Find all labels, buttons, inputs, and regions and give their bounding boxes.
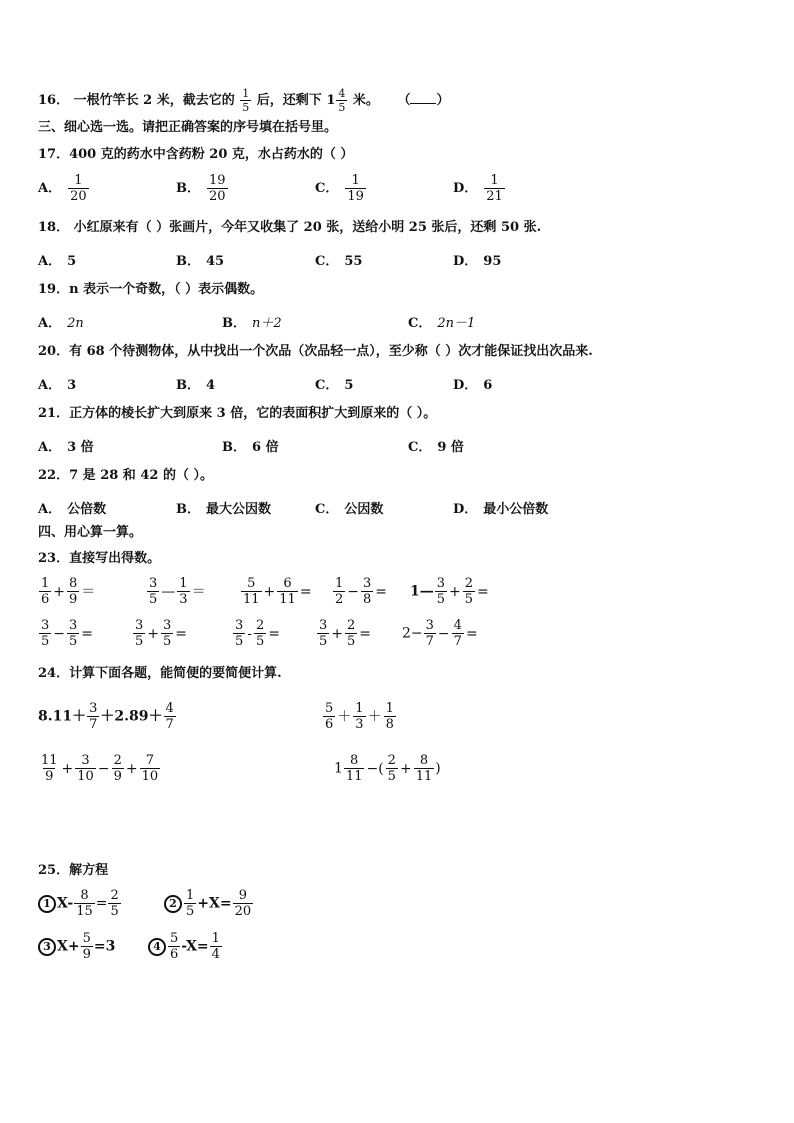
circled-number: 4 <box>148 938 166 956</box>
fraction: $\frac{1}{5}$ <box>242 87 250 114</box>
option-18-c[interactable]: C． 55 <box>315 254 363 269</box>
circled-number: 3 <box>38 938 56 956</box>
option-20-c[interactable]: C． 5 <box>315 378 354 393</box>
answer-blank[interactable] <box>410 91 436 104</box>
option-22-b[interactable]: B． 最大公因数 <box>176 502 272 517</box>
fraction: $\frac{4}{5}$ <box>338 87 346 114</box>
equation-25-2: 2 $\frac{1}{5}$ +X= $\frac{9}{20}$ <box>164 889 254 918</box>
mixed-whole: 1 <box>326 93 336 108</box>
question-17: 17．400 克的药水中含药粉 20 克，水占药水的（ ） <box>38 147 354 162</box>
option-19-b[interactable]: B． n＋2 <box>222 316 282 331</box>
question-20: 20．有 68 个待测物体，从中找出一个次品（次品轻一点），至少称（ ）次才能保证找出次品来. <box>38 344 593 359</box>
expression-23-9: $\frac{3}{5}$ + $\frac{2}{5}$ = <box>319 618 372 649</box>
option-17-a[interactable]: A． $\frac{1}{20}$ <box>38 173 87 204</box>
expression-24-2: $\frac{5}{6}$ ＋ $\frac{1}{3}$ ＋ $\frac{1}{8}$ <box>325 701 394 732</box>
equation-25-3: 3 X+ $\frac{5}{9}$ =3 <box>38 932 115 961</box>
expression-23-5: 1— $\frac{3}{5}$ + $\frac{2}{5}$ = <box>410 576 489 607</box>
option-22-a[interactable]: A． 公倍数 <box>38 502 107 517</box>
expression-23-3: $\frac{5}{11}$ + $\frac{6}{11}$ = <box>243 576 312 607</box>
option-21-b[interactable]: B． 6 倍 <box>222 440 279 455</box>
option-17-b[interactable]: B． $\frac{19}{20}$ <box>176 173 226 204</box>
question-text: 米。 <box>352 93 379 108</box>
question-19: 19．n 表示一个奇数，（ ）表示偶数。 <box>38 282 264 297</box>
question-18: 18． 小红原来有（ ）张画片，今年又收集了 20 张，送给小明 25 张后，还剩 50 张. <box>38 220 542 235</box>
option-17-d[interactable]: D． $\frac{1}{21}$ <box>453 173 503 204</box>
expression-23-1: $\frac{1}{6}$ + $\frac{8}{9}$ ＝ <box>41 576 96 607</box>
expression-23-2: $\frac{3}{5}$ — $\frac{1}{3}$ ＝ <box>149 576 206 607</box>
option-20-a[interactable]: A． 3 <box>38 378 77 393</box>
expression-24-4: 1 $\frac{8}{11}$ −( $\frac{2}{5}$ + $\frac{8}{11}$ ) <box>334 753 441 784</box>
option-17-c[interactable]: C． $\frac{1}{19}$ <box>315 173 364 204</box>
question-number: 16． <box>38 93 70 108</box>
option-21-a[interactable]: A． 3 倍 <box>38 440 94 455</box>
circled-number: 2 <box>164 895 182 913</box>
expression-23-4: $\frac{1}{2}$ − $\frac{3}{8}$ = <box>335 576 388 607</box>
equation-25-1: 1 X- $\frac{8}{15}$ = $\frac{2}{5}$ <box>38 889 122 918</box>
expression-23-7: $\frac{3}{5}$ + $\frac{3}{5}$ = <box>135 618 188 649</box>
option-18-b[interactable]: B． 45 <box>176 254 225 269</box>
option-21-c[interactable]: C． 9 倍 <box>408 440 464 455</box>
question-16 <box>38 88 450 113</box>
answer-paren-open: （ <box>397 93 411 108</box>
fraction: $\frac{1}{21}$ <box>486 173 503 204</box>
option-19-a[interactable]: A． 2n <box>38 316 84 331</box>
question-text: 后，还剩下 <box>256 93 322 108</box>
expression-23-6: $\frac{3}{5}$ − $\frac{3}{5}$ = <box>41 618 94 649</box>
section-4-heading: 四、用心算一算。 <box>38 525 143 540</box>
option-22-d[interactable]: D． 最小公倍数 <box>453 502 549 517</box>
circled-number: 1 <box>38 895 56 913</box>
section-3-heading: 三、细心选一选。请把正确答案的序号填在括号里。 <box>38 120 338 135</box>
expression-23-8: $\frac{3}{5}$ - $\frac{2}{5}$ = <box>235 618 281 649</box>
option-18-a[interactable]: A． 5 <box>38 254 77 269</box>
question-21: 21．正方体的棱长扩大到原来 3 倍，它的表面积扩大到原来的（ ）。 <box>38 406 437 421</box>
option-22-c[interactable]: C． 公因数 <box>315 502 384 517</box>
expression-24-1: 8.11＋ $\frac{3}{7}$ ＋2.89＋ $\frac{4}{7}$ <box>38 701 174 732</box>
question-23: 23．直接写出得数。 <box>38 551 161 566</box>
question-text: 一根竹竿长 2 米，截去它的 <box>73 93 235 108</box>
fraction: $\frac{19}{20}$ <box>209 173 226 204</box>
option-19-c[interactable]: C． 2n－1 <box>408 316 476 331</box>
option-20-b[interactable]: B． 4 <box>176 378 216 393</box>
expression-24-3: $\frac{11}{9}$ + $\frac{3}{10}$ − $\frac{2}{9}$ + $\frac{7}{10}$ <box>41 753 159 784</box>
question-24: 24．计算下面各题，能简便的要简便计算. <box>38 666 282 681</box>
answer-paren-close: ） <box>436 93 450 108</box>
question-25: 25．解方程 <box>38 863 109 878</box>
fraction: $\frac{1}{19}$ <box>347 173 364 204</box>
option-20-d[interactable]: D． 6 <box>453 378 493 393</box>
equation-25-4: 4 $\frac{5}{6}$ -X= $\frac{1}{4}$ <box>148 932 223 961</box>
expression-23-10: 2− $\frac{3}{7}$ − $\frac{4}{7}$ = <box>402 618 478 649</box>
question-22: 22．7 是 28 和 42 的（ ）。 <box>38 468 213 483</box>
fraction: $\frac{1}{20}$ <box>70 173 87 204</box>
option-18-d[interactable]: D． 95 <box>453 254 502 269</box>
